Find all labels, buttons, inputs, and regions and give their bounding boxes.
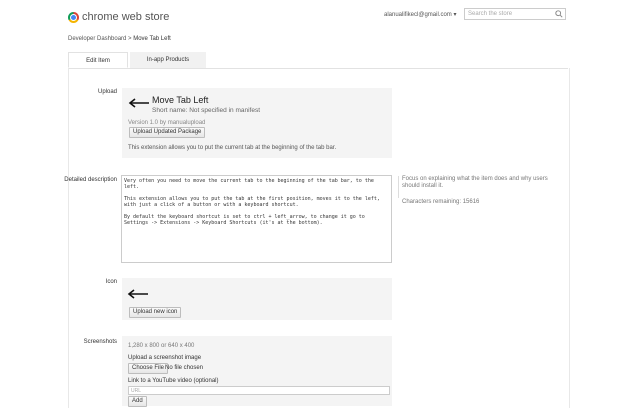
description-textarea[interactable] (121, 175, 392, 263)
breadcrumb-current: Move Tab Left (133, 36, 171, 42)
choose-file-button[interactable]: Choose File (128, 363, 168, 374)
breadcrumb-separator: > (126, 36, 134, 42)
upload-label: Upload (97, 89, 117, 95)
user-account-menu[interactable]: alanualifikecl@gmail.com ▾ (384, 12, 457, 18)
add-video-button[interactable]: Add (128, 396, 147, 407)
no-file-chosen: No file chosen (165, 365, 204, 371)
hint-divider (398, 176, 399, 198)
youtube-label: Link to a YouTube video (optional) (128, 378, 219, 384)
breadcrumb (68, 36, 171, 42)
description-hint: Focus on explaining what the item does and why users should install it. (402, 176, 548, 189)
youtube-url-placeholder: URL (131, 388, 142, 394)
tab-in-app-products[interactable]: In-app Products (130, 52, 206, 68)
short-name: Short name: Not specified in manifest (152, 107, 261, 114)
store-brand[interactable]: chrome web store (82, 11, 170, 23)
tab-edit-item[interactable]: Edit Item (68, 52, 128, 68)
upload-updated-package-button[interactable]: Upload Updated Package (129, 127, 205, 138)
header (0, 0, 640, 30)
breadcrumb-developer-dashboard[interactable]: Developer Dashboard (68, 36, 127, 42)
upload-screenshot-label: Upload a screenshot image (128, 355, 202, 361)
chrome-logo-icon[interactable] (68, 12, 79, 23)
item-title: Move Tab Left (152, 95, 209, 105)
search-placeholder: Search the store (468, 11, 513, 17)
arrow-left-icon (128, 98, 150, 108)
item-summary: This extension allows you to put the current tab at the beginning of the tab bar. (128, 145, 337, 151)
upload-new-icon-button[interactable]: Upload new icon (129, 307, 181, 318)
screenshot-sizes: 1,280 x 800 or 640 x 400 (128, 343, 195, 349)
description-label: Detailed description (64, 177, 117, 183)
search-icon[interactable] (555, 10, 563, 18)
characters-remaining: Characters remaining: 15616 (402, 199, 480, 205)
youtube-url-input[interactable] (128, 386, 390, 395)
version-info: Version 1.0 by manualupload (128, 120, 206, 126)
item-icon-preview (127, 289, 149, 299)
screenshots-label: Screenshots (83, 339, 117, 345)
icon-label: Icon (105, 279, 117, 285)
search-input[interactable] (464, 8, 566, 20)
tab-bar (68, 52, 568, 69)
